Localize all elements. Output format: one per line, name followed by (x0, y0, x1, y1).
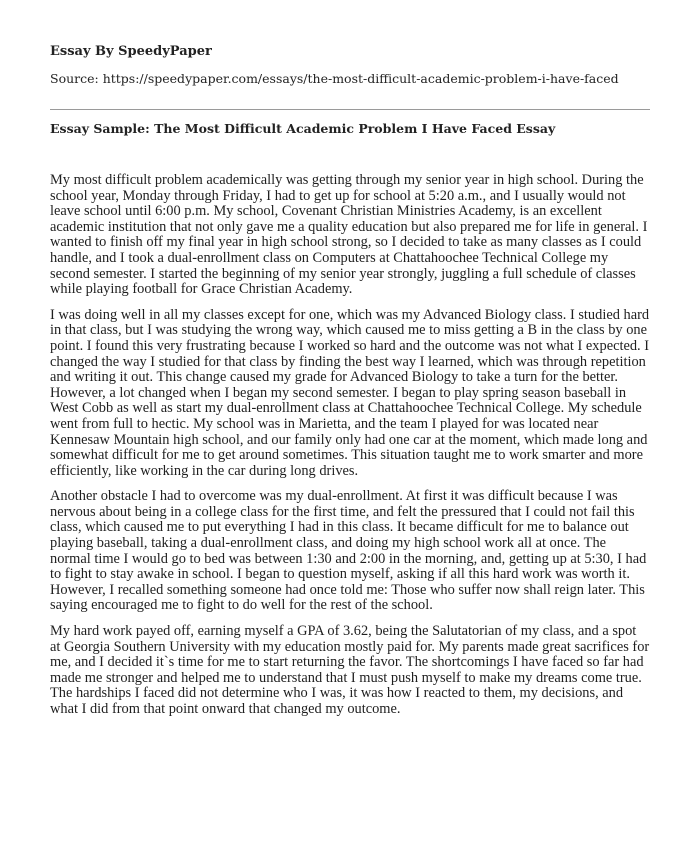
document-title: Essay By SpeedyPaper (50, 44, 212, 59)
source-url: https://speedypaper.com/essays/the-most-difficult-academic-problem-i-have-faced (102, 71, 619, 86)
source-label: Source: (50, 71, 103, 86)
essay-paragraph: My hard work payed off, earning myself a GPA of 3.62, being the Salutatorian of my class, and a spot at Georgia Southern University with my education mostly paid for. My parents made great sacrifices for me, and I decided it`s time for me to start returning the favor. The shortcomings I have faced so far had made me stronger and helped me to understand that I must push myself to make my dreams come true. The hardships I faced did not determine who I was, it was how I reacted to them, my decisions, and what I did from that point onward that changed my outcome. (50, 623, 650, 717)
source-line (50, 71, 619, 86)
essay-paragraph: I was doing well in all my classes except for one, which was my Advanced Biology class. I studied hard in that class, but I was studying the wrong way, which caused me to miss getting a B in the class by one point. I found this very frustrating because I worked so hard and the outcome was not what I expected. I changed the way I studied for that class by finding the best way I learned, which was through repetition and writing it out. This change caused my grade for Advanced Biology to take a turn for the better. However, a lot changed when I began my second semester. I began to play spring season baseball in West Cobb as well as start my dual-enrollment class at Chattahoochee Technical College. My schedule went from full to hectic. My school was in Marietta, and the team I played for was located near Kennesaw Mountain high school, and our family only had one car at the moment, which made long and somewhat difficult for me to get around sometimes. This situation taught me to work smarter and more efficiently, like working in the car during long drives. (50, 306, 650, 479)
essay-heading: Essay Sample: The Most Difficult Academic Problem I Have Faced Essay (50, 121, 556, 136)
essay-paragraph: Another obstacle I had to overcome was my dual-enrollment. At first it was difficult because I was nervous about being in a college class for the first time, and felt the pressured that I could not fail this class, which caused me to put everything I had in this class. It became difficult for me to balance out playing baseball, taking a dual-enrollment class, and doing my high school work all at once. The normal time I would go to bed was between 1:30 and 2:00 in the morning, and, getting up at 5:30, I had to fight to stay awake in school. I began to question myself, asking if all this hard work was worth it. However, I recalled something someone had once told me: Those who suffer now shall reign later. This saying encouraged me to fight to do well for the rest of the school. (50, 488, 647, 614)
essay-body (50, 173, 650, 728)
horizontal-divider (50, 109, 650, 110)
essay-paragraph: My most difficult problem academically was getting through my senior year in high school. During the school year, Monday through Friday, I had to get up for school at 5:20 a.m., and I usually would not leave school until 6:00 p.m. My school, Covenant Christian Ministries Academy, is an excellent academic institution that not only gave me a quality education but also prepared me for life in general. I wanted to finish off my final year in high school strong, so I decided to take as many classes as I could handle, and I took a dual-enrollment class on Computers at Chattahoochee Technical College my second semester. I started the beginning of my senior year strongly, juggling a full schedule of classes while playing football for Grace Christian Academy. (50, 172, 648, 298)
